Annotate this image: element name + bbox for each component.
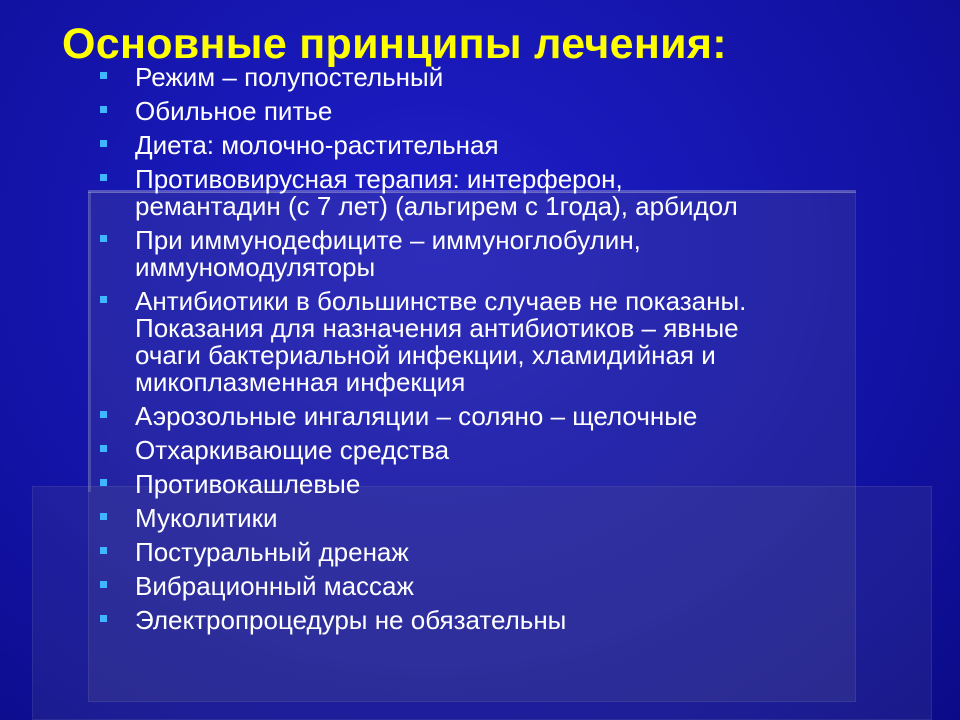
list-item xyxy=(100,64,920,91)
square-bullet-icon xyxy=(100,615,107,622)
square-bullet-icon xyxy=(100,479,107,486)
square-bullet-icon xyxy=(100,140,107,147)
list-item-text: Обильное питье xyxy=(135,96,333,126)
square-bullet-icon xyxy=(100,72,107,79)
list-item-text: Режим – полупостельный xyxy=(135,62,444,92)
list-item-text: Противовирусная терапия: интерферон, ремантадин (с 7 лет) (альгирем с 1года), арбидол xyxy=(135,164,738,221)
list-item xyxy=(100,227,920,281)
list-item-text: Антибиотики в большинстве случаев не показаны. Показания для назначения антибиотиков – явные очаги бактериальной инфекции, хламидийная и микоплазменная инфекция xyxy=(135,286,747,397)
list-item xyxy=(100,607,920,634)
square-bullet-icon xyxy=(100,174,107,181)
list-item xyxy=(100,539,920,566)
slide-title: Основные принципы лечения: xyxy=(62,20,727,68)
list-item-text: Аэрозольные ингаляции – соляно – щелочные xyxy=(135,401,698,431)
background-panel-edge-left xyxy=(88,192,91,492)
list-item xyxy=(100,132,920,159)
square-bullet-icon xyxy=(100,445,107,452)
square-bullet-icon xyxy=(100,547,107,554)
list-item xyxy=(100,98,920,125)
square-bullet-icon xyxy=(100,581,107,588)
square-bullet-icon xyxy=(100,235,107,242)
list-item xyxy=(100,403,920,430)
treatment-principles-list xyxy=(100,64,920,641)
list-item xyxy=(100,166,920,220)
square-bullet-icon xyxy=(100,296,107,303)
list-item-text: При иммунодефиците – иммуноглобулин, иммуномодуляторы xyxy=(135,225,641,282)
list-item xyxy=(100,437,920,464)
list-item-text: Диета: молочно-растительная xyxy=(135,130,499,160)
square-bullet-icon xyxy=(100,411,107,418)
square-bullet-icon xyxy=(100,513,107,520)
square-bullet-icon xyxy=(100,106,107,113)
list-item xyxy=(100,471,920,498)
list-item-text: Вибрационный массаж xyxy=(135,571,414,601)
list-item xyxy=(100,505,920,532)
list-item-text: Противокашлевые xyxy=(135,469,361,499)
list-item-text: Муколитики xyxy=(135,503,278,533)
list-item xyxy=(100,573,920,600)
list-item-text: Отхаркивающие средства xyxy=(135,435,450,465)
list-item-text: Постуральный дренаж xyxy=(135,537,409,567)
list-item-text: Электропроцедуры не обязательны xyxy=(135,605,567,635)
list-item xyxy=(100,288,920,396)
